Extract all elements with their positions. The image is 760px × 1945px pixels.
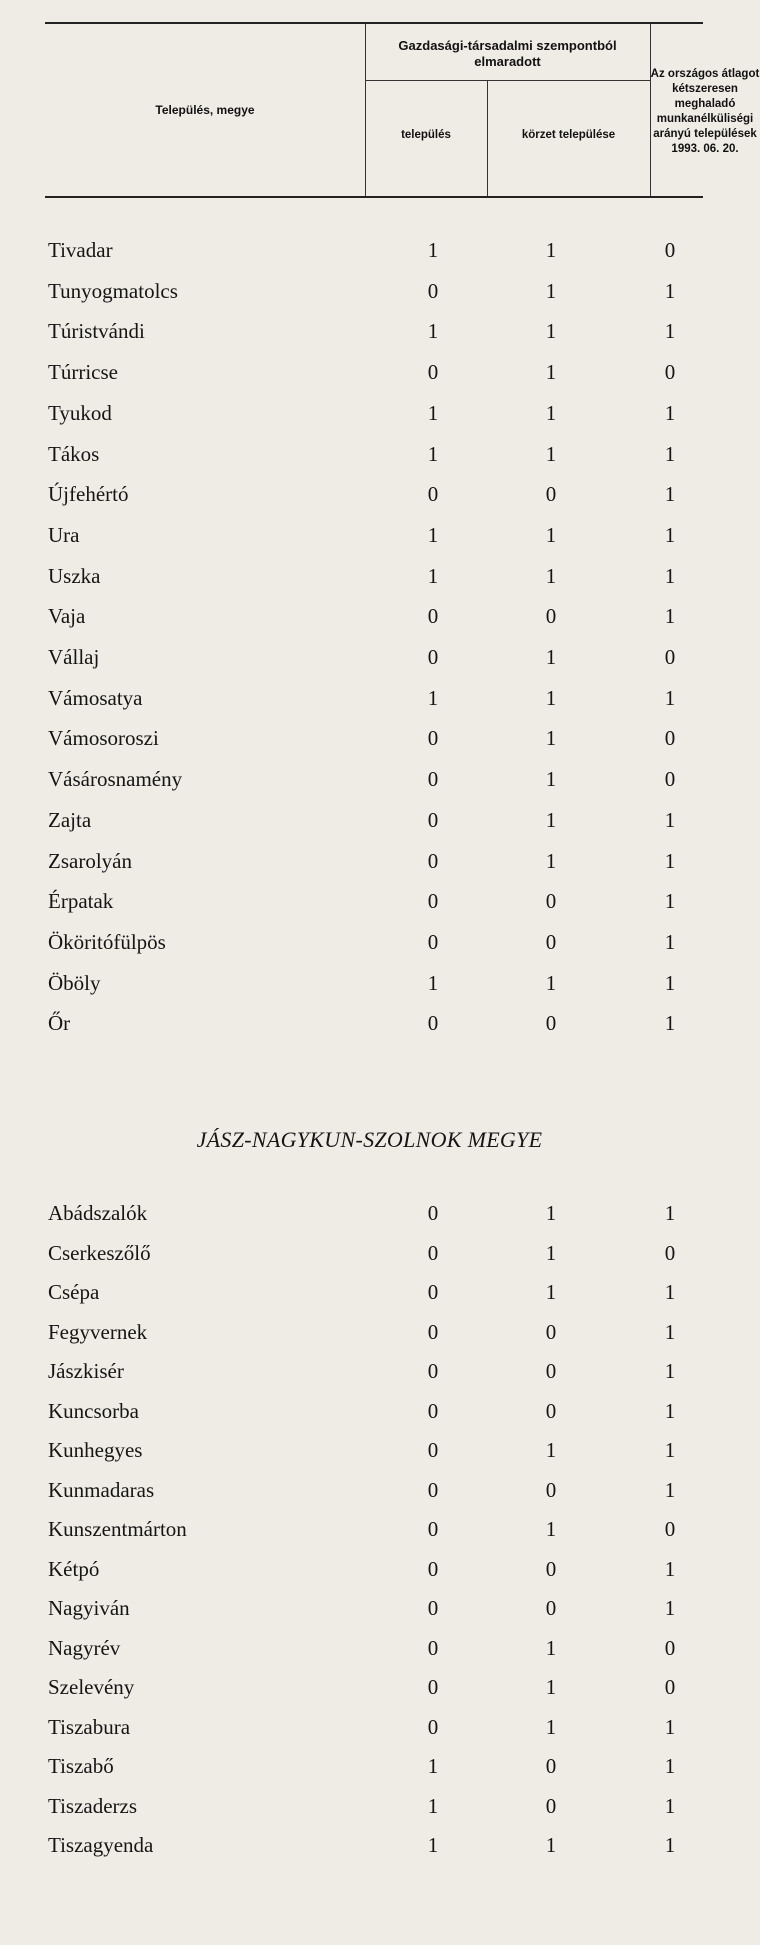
value-district: 1 (545, 400, 557, 425)
table-row (0, 1274, 739, 1310)
value-district: 1 (545, 360, 557, 385)
table-row (0, 720, 739, 756)
value-settlement: 1 (427, 685, 439, 710)
value-district: 1 (545, 1833, 557, 1857)
value-unemployment: 1 (664, 1359, 676, 1383)
value-district: 0 (545, 1319, 557, 1344)
value-settlement: 0 (427, 1011, 439, 1036)
section-title: JÁSZ-NAGYKUN-SZOLNOK MEGYE (196, 1127, 543, 1152)
settlement-name: Újfehértó (48, 482, 129, 507)
value-district: 1 (545, 1240, 557, 1265)
value-unemployment: 1 (664, 1201, 676, 1225)
table-row (0, 843, 739, 879)
settlement-name: Kunszentmárton (48, 1517, 187, 1541)
value-district: 0 (545, 929, 557, 954)
value-settlement: 0 (427, 1359, 439, 1383)
header-group: Gazdasági-társadalmi szempontból elmaradott (398, 38, 617, 69)
value-unemployment: 0 (664, 645, 676, 669)
value-settlement: 1 (427, 522, 439, 547)
table-row (0, 761, 739, 797)
value-unemployment: 1 (664, 1596, 676, 1620)
value-district: 0 (545, 1011, 557, 1036)
value-settlement: 0 (427, 929, 439, 954)
value-district: 1 (545, 970, 557, 995)
header-sub-settlement: település (401, 129, 451, 141)
settlement-name: Túrricse (48, 360, 118, 385)
value-settlement: 1 (427, 441, 439, 466)
table-row (0, 1788, 739, 1824)
header-settlement: Település, megye (155, 103, 255, 117)
value-district: 0 (545, 889, 557, 914)
value-unemployment: 0 (664, 1635, 676, 1660)
table-row (0, 883, 739, 919)
value-settlement: 1 (427, 970, 439, 995)
value-district: 1 (545, 645, 557, 669)
settlement-name: Tiszabura (48, 1714, 131, 1739)
value-district: 0 (545, 604, 557, 629)
value-district: 0 (545, 1477, 557, 1502)
value-district: 0 (545, 1754, 557, 1778)
settlement-name: Vásárosnamény (48, 767, 183, 792)
value-district: 1 (545, 767, 557, 792)
settlement-name: Tiszaderzs (48, 1793, 138, 1818)
value-settlement: 0 (427, 1714, 439, 1739)
value-unemployment: 1 (664, 970, 676, 995)
settlement-name: Vámosoroszi (48, 726, 159, 751)
value-unemployment: 1 (664, 278, 676, 303)
value-unemployment: 0 (664, 1240, 676, 1265)
value-unemployment: 1 (664, 1319, 676, 1344)
value-unemployment: 1 (664, 1714, 676, 1739)
value-unemployment: 1 (664, 929, 676, 954)
value-settlement: 0 (427, 848, 439, 873)
settlement-name: Kunhegyes (48, 1438, 143, 1462)
value-settlement: 0 (427, 889, 439, 914)
settlement-name: Kuncsorba (48, 1398, 139, 1423)
value-settlement: 0 (427, 1201, 439, 1225)
table-row (0, 639, 739, 675)
value-settlement: 1 (427, 1793, 439, 1818)
table-row (0, 558, 739, 594)
value-settlement: 0 (427, 1596, 439, 1620)
settlement-name: Vállaj (48, 645, 100, 669)
settlement-name: Ura (48, 522, 80, 547)
settlement-name: Tivadar (48, 238, 113, 262)
value-unemployment: 1 (664, 604, 676, 629)
settlement-name: Tiszabő (48, 1754, 114, 1778)
value-district: 1 (545, 238, 557, 262)
settlement-name: Cserkeszőlő (48, 1240, 151, 1265)
value-unemployment: 1 (664, 1011, 676, 1036)
value-settlement: 1 (427, 400, 439, 425)
settlement-name: Vaja (48, 604, 86, 629)
value-settlement: 1 (427, 563, 439, 588)
table-row (0, 1630, 739, 1666)
value-settlement: 0 (427, 604, 439, 629)
value-unemployment: 0 (664, 360, 676, 385)
table-row (0, 354, 739, 390)
value-district: 0 (545, 1398, 557, 1423)
table-row (0, 313, 739, 349)
value-unemployment: 1 (664, 1793, 676, 1818)
value-settlement: 0 (427, 1438, 439, 1462)
value-district: 1 (545, 1438, 557, 1462)
value-district: 1 (545, 726, 557, 751)
settlement-name: Zajta (48, 807, 92, 832)
table-row (0, 232, 739, 268)
settlement-name: Nagyrév (48, 1635, 121, 1660)
settlement-name: Tunyogmatolcs (48, 278, 178, 303)
table-row (0, 436, 739, 472)
value-unemployment: 1 (664, 522, 676, 547)
header-unemployment: Az országos átlagot kétszeresen meghaladó munkanélküliségi arányú települések 1993. 06. 20. (650, 68, 760, 155)
value-unemployment: 0 (664, 238, 676, 262)
value-district: 1 (545, 319, 557, 344)
table-row (0, 1472, 739, 1508)
table-row (0, 273, 739, 309)
settlement-name: Tyukod (48, 400, 112, 425)
value-settlement: 0 (427, 1398, 439, 1423)
table-row (0, 924, 739, 960)
value-unemployment: 1 (664, 563, 676, 588)
value-settlement: 1 (427, 319, 439, 344)
settlement-name: Jászkisér (48, 1359, 124, 1383)
value-district: 0 (545, 1793, 557, 1818)
settlement-name: Ököritófülpös (48, 929, 166, 954)
value-unemployment: 1 (664, 889, 676, 914)
value-district: 1 (545, 522, 557, 547)
value-unemployment: 1 (664, 1438, 676, 1462)
value-unemployment: 1 (664, 1754, 676, 1778)
value-settlement: 0 (427, 278, 439, 303)
value-unemployment: 0 (664, 1517, 676, 1541)
settlement-name: Tiszagyenda (48, 1833, 154, 1857)
settlement-name: Túristvándi (48, 319, 145, 344)
settlement-name: Tákos (48, 441, 100, 466)
value-unemployment: 1 (664, 1556, 676, 1581)
settlement-name: Szelevény (48, 1675, 135, 1699)
value-district: 0 (545, 1556, 557, 1581)
value-district: 0 (545, 482, 557, 507)
value-settlement: 1 (427, 1833, 439, 1857)
table-row (0, 517, 739, 553)
value-district: 1 (545, 563, 557, 588)
value-settlement: 0 (427, 645, 439, 669)
value-unemployment: 1 (664, 319, 676, 344)
value-unemployment: 0 (664, 767, 676, 792)
table-row (0, 1590, 739, 1626)
value-settlement: 0 (427, 1477, 439, 1502)
table-header (45, 22, 760, 198)
value-district: 1 (545, 807, 557, 832)
settlement-name: Nagyiván (48, 1596, 130, 1620)
table-row (0, 965, 739, 1001)
value-settlement: 0 (427, 1280, 439, 1304)
value-unemployment: 1 (664, 685, 676, 710)
value-settlement: 0 (427, 1517, 439, 1541)
table-row (0, 1511, 739, 1547)
value-unemployment: 1 (664, 1398, 676, 1423)
value-unemployment: 1 (664, 848, 676, 873)
value-district: 1 (545, 1517, 557, 1541)
value-district: 1 (545, 1635, 557, 1660)
table-row (0, 1432, 739, 1468)
value-settlement: 0 (427, 360, 439, 385)
table-row (0, 1551, 739, 1587)
settlement-name: Érpatak (48, 889, 114, 914)
value-unemployment: 1 (664, 1280, 676, 1304)
value-settlement: 0 (427, 1319, 439, 1344)
value-settlement: 0 (427, 1635, 439, 1660)
table-row (0, 680, 739, 716)
table-row (0, 1827, 739, 1863)
value-unemployment: 1 (664, 1477, 676, 1502)
value-settlement: 0 (427, 1240, 439, 1265)
value-district: 1 (545, 278, 557, 303)
settlement-name: Őr (48, 1011, 71, 1036)
table-row (0, 598, 739, 634)
value-unemployment: 0 (664, 1675, 676, 1699)
value-settlement: 0 (427, 1556, 439, 1581)
value-district: 1 (545, 1280, 557, 1304)
settlement-name: Fegyvernek (48, 1319, 148, 1344)
value-unemployment: 1 (664, 400, 676, 425)
table-row (0, 1314, 739, 1350)
value-unemployment: 1 (664, 482, 676, 507)
value-settlement: 0 (427, 726, 439, 751)
value-settlement: 0 (427, 807, 439, 832)
settlement-name: Abádszalók (48, 1201, 148, 1225)
settlement-name: Öböly (48, 970, 101, 995)
table-row (0, 1669, 739, 1705)
settlement-name: Kétpó (48, 1556, 100, 1581)
settlement-name: Csépa (48, 1280, 100, 1304)
table-row (0, 476, 739, 512)
table-row (0, 1353, 739, 1389)
table-row (0, 1195, 739, 1231)
value-unemployment: 1 (664, 441, 676, 466)
value-district: 1 (545, 441, 557, 466)
value-unemployment: 0 (664, 726, 676, 751)
table-row (0, 1393, 739, 1429)
value-district: 1 (545, 1201, 557, 1225)
value-settlement: 0 (427, 1675, 439, 1699)
value-district: 1 (545, 848, 557, 873)
value-district: 0 (545, 1359, 557, 1383)
value-settlement: 1 (427, 238, 439, 262)
table-row (0, 802, 739, 838)
table-row (0, 1709, 739, 1745)
value-district: 1 (545, 1675, 557, 1699)
table-row (0, 1005, 739, 1041)
value-district: 1 (545, 685, 557, 710)
value-settlement: 0 (427, 767, 439, 792)
header-sub-district: körzet települése (521, 129, 616, 141)
settlement-name: Vámosatya (48, 685, 143, 710)
value-settlement: 0 (427, 482, 439, 507)
value-district: 0 (545, 1596, 557, 1620)
settlement-name: Zsarolyán (48, 848, 132, 873)
value-unemployment: 1 (664, 807, 676, 832)
value-settlement: 1 (427, 1754, 439, 1778)
table-row (0, 395, 739, 431)
table-row (0, 1235, 739, 1271)
table-row (0, 1748, 739, 1784)
value-unemployment: 1 (664, 1833, 676, 1857)
value-district: 1 (545, 1714, 557, 1739)
settlement-name: Kunmadaras (48, 1477, 155, 1502)
settlement-name: Uszka (48, 563, 101, 588)
